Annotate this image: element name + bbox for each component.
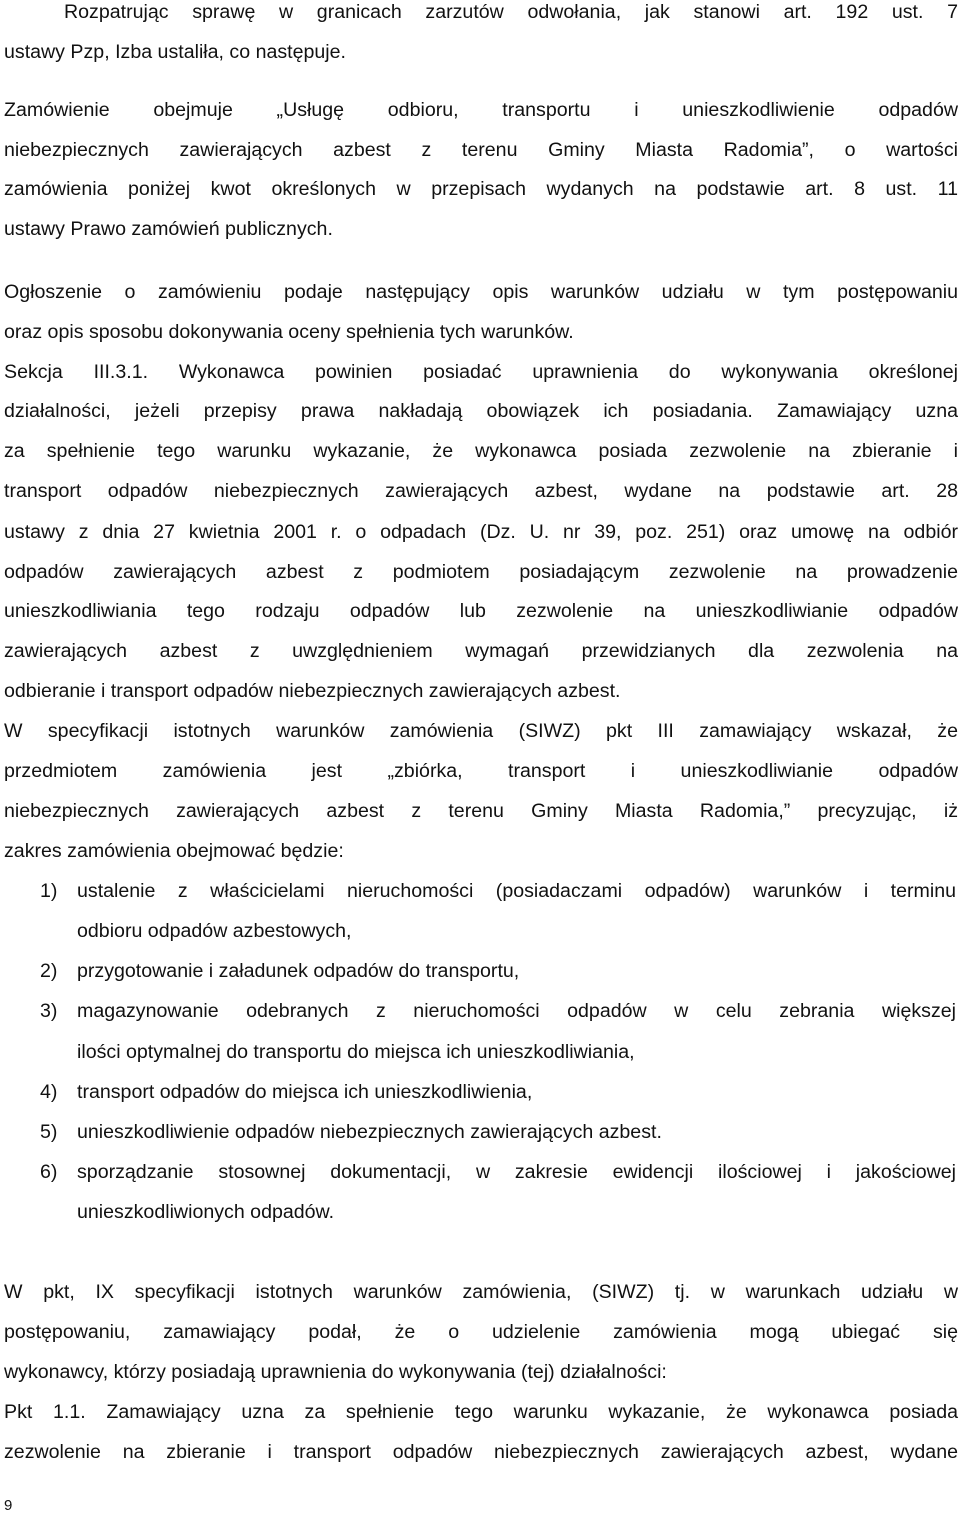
text-line: Ogłoszenie o zamówieniu podaje następujący opis warunków udziału w tym postępowaniu bbox=[4, 281, 958, 303]
list-item-number: 5) bbox=[40, 1121, 58, 1143]
text-line: ustawy z dnia 27 kwietnia 2001 r. o odpadach (Dz. U. nr 39, poz. 251) oraz umowę na odbiór bbox=[4, 521, 958, 543]
text-line: zakres zamówienia obejmować będzie: bbox=[4, 840, 344, 862]
text-line: unieszkodliwiania tego rodzaju odpadów lub zezwolenie na unieszkodliwianie odpadów bbox=[4, 600, 958, 622]
text-line: transport odpadów niebezpiecznych zawierających azbest, wydane na podstawie art. 28 bbox=[4, 480, 958, 502]
text-line: ustawy Prawo zamówień publicznych. bbox=[4, 218, 333, 240]
text-line: odbieranie i transport odpadów niebezpiecznych zawierających azbest. bbox=[4, 680, 621, 702]
text-line: Pkt 1.1. Zamawiający uzna za spełnienie tego warunku wykazanie, że wykonawca posiada bbox=[4, 1401, 958, 1423]
text-line: W pkt, IX specyfikacji istotnych warunków zamówienia, (SIWZ) tj. w warunkach udziału w bbox=[4, 1281, 958, 1303]
text-line: zezwolenie na zbieranie i transport odpadów niebezpiecznych zawierających azbest, wydane bbox=[4, 1441, 958, 1463]
list-item: przygotowanie i załadunek odpadów do transportu, bbox=[77, 960, 520, 982]
list-item: sporządzanie stosownej dokumentacji, w zakresie ewidencji ilościowej i jakościowej bbox=[77, 1161, 956, 1183]
list-item-number: 3) bbox=[40, 1000, 58, 1022]
text-line: działalności, jeżeli przepisy prawa nakładają obowiązek ich posiadania. Zamawiający uzna bbox=[4, 400, 958, 422]
text-line: za spełnienie tego warunku wykazanie, że wykonawca posiada zezwolenie na zbieranie i bbox=[4, 440, 958, 462]
text-line: W specyfikacji istotnych warunków zamówienia (SIWZ) pkt III zamawiający wskazał, że bbox=[4, 720, 958, 742]
text-line: odpadów zawierających azbest z podmiotem posiadającym zezwolenie na prowadzenie bbox=[4, 561, 958, 583]
list-item-number: 4) bbox=[40, 1081, 58, 1103]
list-item: magazynowanie odebranych z nieruchomości odpadów w celu zebrania większej bbox=[77, 1000, 956, 1022]
text-line: postępowaniu, zamawiający podał, że o udzielenie zamówienia mogą ubiegać się bbox=[4, 1321, 958, 1343]
text-line: zamówienia poniżej kwot określonych w przepisach wydanych na podstawie art. 8 ust. 11 bbox=[4, 178, 958, 200]
text-line: zawierających azbest z uwzględnieniem wymagań przewidzianych dla zezwolenia na bbox=[4, 640, 958, 662]
list-item: unieszkodliwienie odpadów niebezpiecznych zawierających azbest. bbox=[77, 1121, 662, 1143]
page-number: 9 bbox=[4, 1497, 13, 1514]
text-line: niebezpiecznych zawierających azbest z terenu Gminy Miasta Radomia,” precyzując, iż bbox=[4, 800, 958, 822]
list-item: ilości optymalnej do transportu do miejsca ich unieszkodliwiania, bbox=[77, 1041, 635, 1063]
list-item-number: 2) bbox=[40, 960, 58, 982]
text-line: wykonawcy, którzy posiadają uprawnienia do wykonywania (tej) działalności: bbox=[4, 1361, 667, 1383]
list-item-number: 1) bbox=[40, 880, 58, 902]
text-line: niebezpiecznych zawierających azbest z terenu Gminy Miasta Radomia”, o wartości bbox=[4, 139, 958, 161]
text-line: przedmiotem zamówienia jest „zbiórka, transport i unieszkodliwianie odpadów bbox=[4, 760, 958, 782]
list-item: unieszkodliwionych odpadów. bbox=[77, 1201, 335, 1223]
list-item: odbioru odpadów azbestowych, bbox=[77, 920, 352, 942]
list-item: ustalenie z właścicielami nieruchomości (posiadaczami odpadów) warunków i terminu bbox=[77, 880, 956, 902]
text-line: oraz opis sposobu dokonywania oceny spełnienia tych warunków. bbox=[4, 321, 574, 343]
text-line: Rozpatrując sprawę w granicach zarzutów odwołania, jak stanowi art. 192 ust. 7 bbox=[64, 1, 958, 23]
text-line: Sekcja III.3.1. Wykonawca powinien posiadać uprawnienia do wykonywania określonej bbox=[4, 361, 958, 383]
list-item: transport odpadów do miejsca ich unieszkodliwienia, bbox=[77, 1081, 533, 1103]
list-item-number: 6) bbox=[40, 1161, 58, 1183]
text-line: ustawy Pzp, Izba ustaliła, co następuje. bbox=[4, 41, 346, 63]
text-line: Zamówienie obejmuje „Usługę odbioru, transportu i unieszkodliwienie odpadów bbox=[4, 99, 958, 121]
